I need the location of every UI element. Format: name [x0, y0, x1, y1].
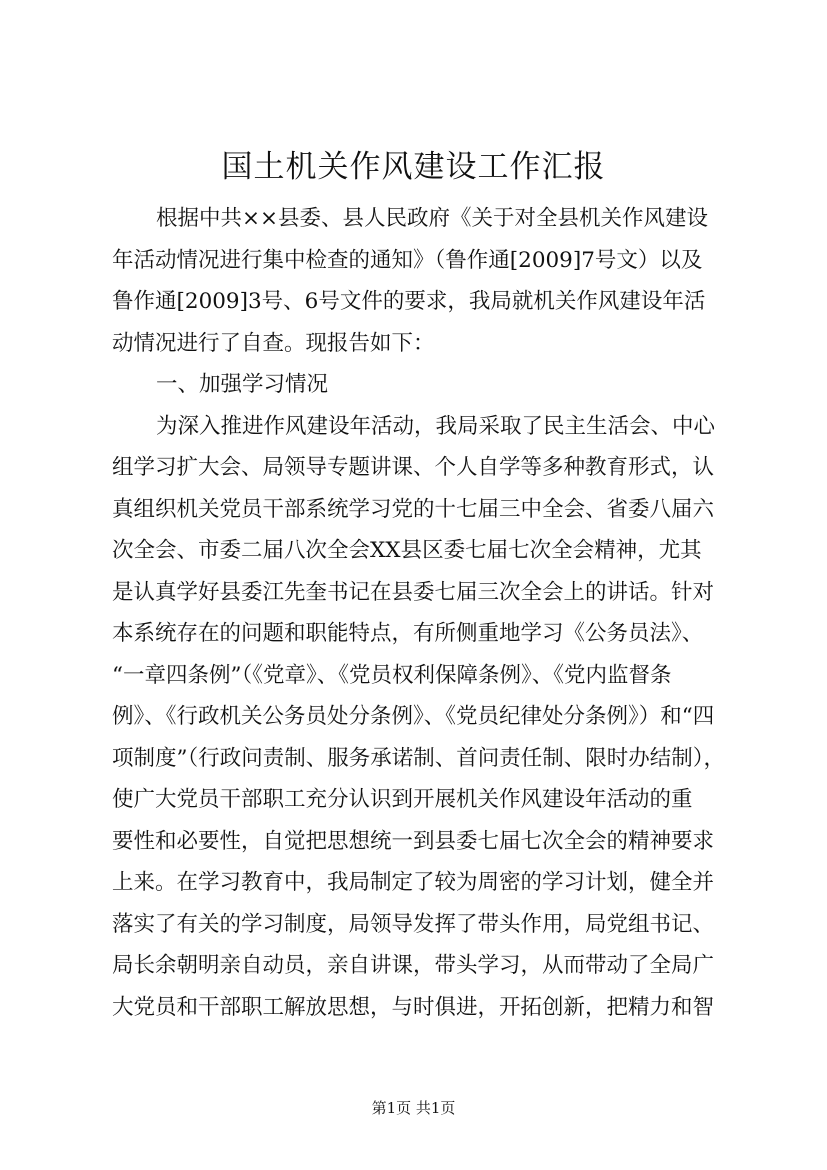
body-line: 使广大党员干部职工充分认识到开展机关作风建设年活动的重 — [112, 787, 693, 812]
body-line: 年活动情况进行集中检查的通知》（鲁作通[2009]7号文）以及 — [112, 247, 703, 273]
body-line: 是认真学好县委江先奎书记在县委七届三次全会上的讲话。针对 — [112, 579, 715, 605]
body-line: 项制度”（行政问责制、服务承诺制、首问责任制、限时办结制）， — [112, 745, 725, 771]
body-line: 组学习扩大会、局领导专题讲课、个人自学等多种教育形式，认 — [112, 455, 715, 480]
document-body — [112, 198, 724, 1028]
page-footer: 第1页 共1页 — [371, 1099, 456, 1117]
body-line: 落实了有关的学习制度，局领导发挥了带头作用，局党组书记、 — [112, 911, 715, 937]
body-line: 例》、《行政机关公务员处分条例》、《党员纪律处分条例》）和“四 — [112, 704, 715, 729]
body-line: 要性和必要性，自觉把思想统一到县委七届七次全会的精神要求 — [112, 828, 715, 854]
section-heading: 一、加强学习情况 — [156, 372, 329, 397]
body-line: 鲁作通[2009]3号、6号文件的要求，我局就机关作风建设年活 — [112, 289, 706, 314]
body-line: 大党员和干部职工解放思想，与时俱进，开拓创新，把精力和智 — [112, 994, 715, 1020]
document-title: 国土机关作风建设工作汇报 — [221, 149, 606, 185]
body-line: 动情况进行了自查。现报告如下： — [112, 330, 435, 356]
body-line: 为深入推进作风建设年活动，我局采取了民主生活会、中心 — [156, 413, 716, 439]
body-line: 根据中共××县委、县人民政府《关于对全县机关作风建设 — [156, 206, 709, 231]
body-line: 上来。在学习教育中，我局制定了较为周密的学习计划，健全并 — [112, 870, 715, 895]
body-line: 局长余朝明亲自动员，亲自讲课，带头学习，从而带动了全局广 — [112, 953, 715, 978]
body-line: “一章四条例”（《党章》、《党员权利保障条例》、《党内监督条 — [112, 662, 672, 688]
body-line: 真组织机关党员干部系统学习党的十七届三中全会、省委八届六 — [112, 496, 715, 522]
body-line: 次全会、市委二届八次全会XX县区委七届七次全会精神，尤其 — [112, 538, 702, 563]
body-line: 本系统存在的问题和职能特点，有所侧重地学习《公务员法》、 — [112, 621, 704, 646]
